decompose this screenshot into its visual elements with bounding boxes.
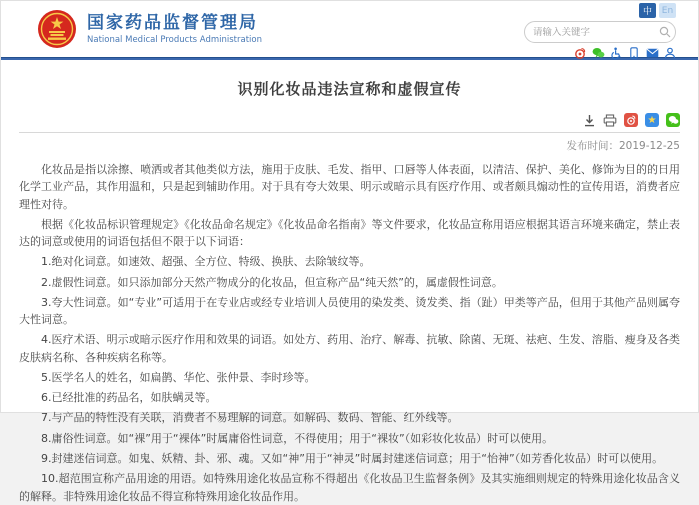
search-icon[interactable] [659,26,671,38]
mobile-icon[interactable] [628,47,640,59]
header-quick-links [574,47,676,59]
share-wechat-icon[interactable] [666,113,680,127]
org-name-cn: 国家药品监督管理局 [87,12,258,33]
site-header [1,1,698,57]
article [1,60,698,505]
article-toolbar [19,113,680,132]
paragraph: 5.医学名人的姓名，如扁鹊、华佗、张仲景、李时珍等。 [41,370,316,384]
lang-cn-button[interactable]: 中 [639,3,656,18]
paragraph: 10.超范围宣称产品用途的用语。如特殊用途化妆品宣称不得超出《化妆品卫生监督条例》及其实施细则规定的特殊用途化妆品含义的解释。非特殊用途化妆品不得宣称特殊用途化妆品作用。 [19,472,680,503]
article-title: 识别化妆品违法宣称和虚假宣传 [237,80,462,98]
paragraph: 8.庸俗性词意。如“裸”用于“裸体”时属庸俗性词意，不得使用；用于“裸妆”（如彩妆化妆品）时可以使用。 [41,431,554,445]
paragraph: 根据《化妆品标识管理规定》《化妆品命名规定》《化妆品命名指南》等文件要求，化妆品宣称用语应根据其语言环境来确定，禁止表达的词意或使用的词语包括但不限于以下词语： [19,217,680,249]
share-weibo-icon[interactable] [624,113,638,127]
paragraph: 4.医疗术语、明示或暗示医疗作用和效果的词语。如处方、药用、治疗、解毒、抗敏、除菌、无斑、祛疤、生发、溶脂、瘦身及各类皮肤病名称、各种疾病名称等。 [19,333,680,364]
paragraph: 1.绝对化词意。如速效、超强、全方位、特级、换肤、去除皱纹等。 [41,255,371,269]
user-icon[interactable] [664,47,676,59]
accessibility-icon[interactable] [610,47,622,59]
brand-text [87,13,262,45]
weibo-icon[interactable] [574,47,586,59]
email-icon[interactable] [646,47,658,59]
paragraph: 7.与产品的特性没有关联，消费者不易理解的词意。如解码、数码、智能、红外线等。 [41,411,459,425]
paragraph: 6.已经批准的药品名，如肤螨灵等。 [41,391,217,405]
search-input[interactable] [533,27,655,38]
lang-en-button[interactable]: En [659,3,676,18]
language-switch [639,3,676,18]
search-box[interactable] [524,21,676,43]
paragraph: 3.夸大性词意。如“专业”可适用于在专业店或经专业培训人员使用的染发类、烫发类、指（趾）甲类等产品，但用于其他产品则属夸大性词意。 [19,295,680,327]
download-icon[interactable] [582,113,596,127]
national-emblem-icon [37,9,77,49]
header-right [524,0,676,59]
site-brand[interactable] [37,9,262,49]
publish-date: 发布时间：2019-12-25 [566,140,680,152]
paragraph: 化妆品是指以涂擦、喷洒或者其他类似方法，施用于皮肤、毛发、指甲、口唇等人体表面，以清洁、保护、美化、修饰为目的的日用化学工业产品，其作用温和，只是起到辅助作用。对于具有夸大效果、明示或暗示具有医疗作用、或者颇具煽动性的宣传用语，消费者应理性对待。 [19,163,680,211]
print-icon[interactable] [603,113,617,127]
favorite-icon[interactable]: ★ [645,113,659,127]
article-body [19,161,680,505]
paragraph: 2.虚假性词意。如只添加部分天然产物成分的化妆品，但宣称产品“纯天然”的，属虚假性词意。 [41,275,503,289]
paragraph: 9.封建迷信词意。如鬼、妖精、卦、邪、魂。又如“神”用于“神灵”时属封建迷信词意；用于“怡神”（如芳香化妆品）时可以使用。 [41,451,664,465]
org-name-en: National Medical Products Administration [87,35,262,46]
wechat-icon[interactable] [592,47,604,59]
